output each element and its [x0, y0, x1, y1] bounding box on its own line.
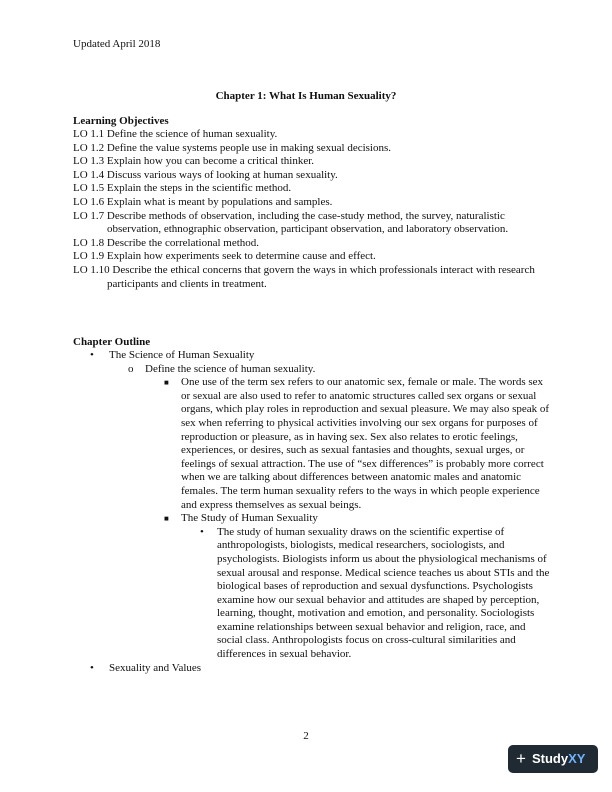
outline-section-label: Sexuality and Values: [109, 661, 202, 674]
studyxy-watermark[interactable]: [508, 745, 598, 773]
lo-item: LO 1.1 Define the science of human sexuality.: [73, 128, 278, 140]
square-bullet-icon: ■: [164, 514, 169, 524]
lo-item: LO 1.9 Explain how experiments seek to determine cause and effect.: [73, 250, 376, 263]
lo-item: LO 1.8 Describe the correlational method.: [73, 236, 260, 249]
lo-item: LO 1.2 Define the value systems people use in making sexual decisions.: [73, 141, 392, 154]
lo-item: LO 1.5 Explain the steps in the scientific method.: [73, 182, 292, 195]
lo-item: LO 1.3 Explain how you can become a critical thinker.: [73, 155, 315, 168]
bullet-icon: •: [90, 661, 94, 674]
watermark-brand: Study: [531, 751, 569, 767]
learning-objectives-list: [73, 128, 543, 291]
lo-item: LO 1.6 Explain what is meant by populations and samples.: [73, 195, 333, 208]
outline-subsection: [73, 363, 553, 377]
outline-paragraph: [73, 376, 553, 512]
outline-subsection-label: Define the science of human sexuality.: [145, 362, 316, 375]
chapter-outline: [73, 349, 553, 675]
lo-item: LO 1.10 Describe the ethical concerns that govern the ways in which professionals interact with research participants and clients in treatment.: [73, 263, 535, 290]
lo-item: LO 1.4 Discuss various ways of looking at human sexuality.: [73, 168, 338, 181]
outline-item-label: The Study of Human Sexuality: [181, 512, 318, 525]
bullet-icon: •: [200, 525, 204, 538]
outline-detail: [73, 526, 553, 662]
outline-section: [73, 662, 553, 676]
outline-item: [73, 512, 553, 526]
outline-detail-text: The study of human sexuality draws on the scientific expertise of anthropologists, biologists, medical researchers, sociologists, and psychologists. Biologists inform us about the physiological mechanisms of sexual arousal and response. Medical science teaches us about STIs and the biological bases of reproduction and sexual dysfunctions. Psychologists examine how our sexual behavior and attitudes are shaped by perception, learning, thought, motivation and emotion, and personality. Sociologists examine relationships between sexual behavior and religion, race, and social class. Anthropologists focus on cross-cultural similarities and differences in sexual behavior.: [217, 525, 550, 661]
learning-objectives-heading: Learning Objectives: [73, 115, 169, 127]
watermark-brand-accent: XY: [568, 751, 586, 767]
updated-date: Updated April 2018: [73, 38, 161, 50]
chapter-outline-heading: Chapter Outline: [73, 336, 151, 348]
circle-bullet-icon: o: [128, 362, 134, 375]
outline-section: [73, 349, 553, 363]
lo-item: LO 1.7 Describe methods of observation, including the case-study method, the survey, naturalistic observation, ethnographic observation, participant observation, and laboratory observation.: [73, 209, 509, 236]
chapter-title: Chapter 1: What Is Human Sexuality?: [215, 90, 397, 102]
bullet-icon: •: [90, 349, 94, 361]
outline-section-label: The Science of Human Sexuality: [109, 349, 255, 361]
plus-icon: +: [516, 749, 526, 769]
outline-paragraph-text: One use of the term sex refers to our anatomic sex, female or male. The words sex or sexual are also used to refer to anatomic structures called sex organs or sexual organs, which play roles in reproduction and sexual pleasure. We may also speak of sex when referring to physical activities involving our sex organs for purposes of reproduction or pleasure, as in having sex. Sex also relates to erotic feelings, experiences, or desires, such as sexual fantasies and thoughts, sexual urges, or feelings of sexual attraction. The use of “sex differences” is probably more correct when we are talking about differences between anatomic males and anatomic females. The term human sexuality refers to the ways in which people experience and express themselves as sexual beings.: [181, 376, 550, 511]
page-number: 2: [303, 730, 309, 742]
square-bullet-icon: ■: [164, 378, 169, 388]
